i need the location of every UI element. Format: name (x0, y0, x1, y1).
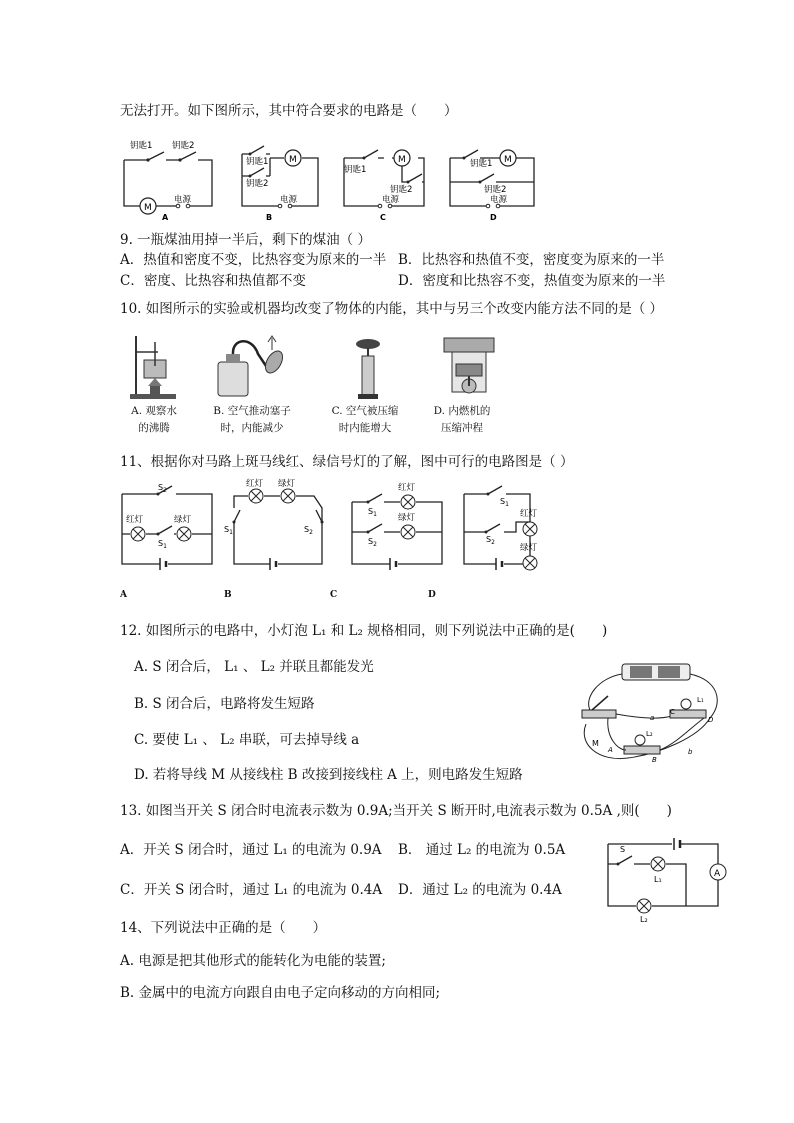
svg-text:钥匙1: 钥匙1 (470, 159, 493, 169)
q8-stem-tail: 无法打开。如下图所示，其中符合要求的电路是（ ） (120, 103, 458, 119)
q11-circuit-d (458, 482, 558, 572)
q14-option-a: A. 电源是把其他形式的能转化为电能的装置; (120, 953, 386, 969)
svg-text:红灯: 红灯 (398, 483, 416, 493)
svg-text:C: C (380, 213, 386, 222)
q10-caption-a: A. 观察水 的沸腾 (131, 405, 177, 434)
q10-caption-d: D. 内燃机的 压缩冲程 (433, 405, 491, 434)
svg-text:绿灯: 绿灯 (520, 543, 538, 553)
q8-circuit-d (444, 132, 544, 222)
svg-text:S1: $S_1$ (224, 525, 233, 536)
q11-label-c: C (330, 590, 338, 600)
q9-option-a: A．热值和密度不变，比热容变为原来的一半 (120, 252, 387, 268)
q10-image-air-pushes-cork (212, 332, 290, 400)
q11-stem: 11、根据你对马路上斑马线红、绿信号灯的了解，图中可行的电路图是（ ） (120, 454, 574, 470)
svg-text:红灯: 红灯 (126, 515, 144, 525)
motor-symbol: M (144, 203, 152, 213)
svg-text:S1: $S_1$ (500, 497, 509, 508)
svg-text:S2: $S_2$ (158, 483, 167, 494)
svg-text:钥匙2: 钥匙2 (484, 185, 507, 195)
svg-text:S: S (620, 845, 626, 854)
svg-text:a: a (650, 714, 655, 722)
svg-text:钥匙1: 钥匙1 (344, 165, 367, 175)
svg-text:L₂: L₂ (646, 730, 653, 738)
svg-text:L₁: L₁ (654, 875, 662, 884)
q8-circuit-a (118, 132, 218, 222)
q11-label-a: A (120, 590, 127, 600)
q10-image-engine-compression (438, 334, 500, 400)
svg-text:电源: 电源 (174, 195, 192, 205)
q9-option-b: B．比热容和热值不变，密度变为原来的一半 (398, 252, 665, 268)
q8-circuit-c (338, 132, 438, 222)
q9-option-d: D．密度和比热容不变，热值变为原来的一半 (398, 273, 666, 289)
svg-text:电源: 电源 (490, 195, 508, 205)
q13-option-a: A．开关 S 闭合时，通过 L₁ 的电流为 0.9A (120, 842, 382, 858)
svg-text:钥匙1: 钥匙1 (130, 141, 153, 151)
q12-option-b: B. S 闭合后，电路将发生短路 (134, 696, 315, 712)
svg-text:S2: $S_2$ (486, 535, 495, 546)
q12-option-c: C. 要使 L₁ 、 L₂ 串联，可去掉导线 a (134, 732, 360, 748)
q11-circuit-a (118, 482, 218, 572)
svg-text:钥匙1: 钥匙1 (246, 157, 269, 167)
svg-text:A: A (608, 746, 613, 754)
svg-text:绿灯: 绿灯 (278, 479, 296, 489)
q12-stem: 12. 如图所示的电路中，小灯泡 L₁ 和 L₂ 规格相同，则下列说法中正确的是( ) (120, 623, 608, 639)
q14-stem: 14、下列说法中正确的是（ ） (120, 920, 327, 936)
svg-text:b: b (688, 748, 693, 756)
q9-option-c: C．密度、比热容和热值都不变 (120, 273, 306, 289)
svg-text:红灯: 红灯 (520, 509, 538, 519)
svg-text:B: B (652, 756, 657, 764)
svg-text:B: B (266, 213, 273, 222)
q10-caption-b: B. 空气推动塞子 时，内能减少 (213, 405, 291, 434)
svg-text:S1: $S_1$ (158, 539, 167, 550)
svg-text:S2: $S_2$ (368, 537, 377, 548)
q9-stem: 9. 一瓶煤油用掉一半后，剩下的煤油（ ） (120, 232, 371, 248)
svg-text:绿灯: 绿灯 (174, 515, 192, 525)
q10-caption-c: C. 空气被压缩 时内能增大 (331, 405, 399, 434)
q10-stem: 10. 如图所示的实验或机器均改变了物体的内能，其中与另三个改变内能方法不同的是（ ） (120, 301, 664, 317)
q13-option-b: B． 通过 L₂ 的电流为 0.5A (398, 842, 566, 858)
svg-text:钥匙2: 钥匙2 (390, 185, 413, 195)
svg-text:M: M (504, 155, 512, 165)
svg-text:钥匙2: 钥匙2 (172, 141, 195, 151)
svg-text:S2: $S_2$ (304, 525, 313, 536)
q11-circuit-c (348, 482, 448, 572)
q13-option-c: C．开关 S 闭合时，通过 L₁ 的电流为 0.4A (120, 882, 383, 898)
svg-text:A: A (162, 213, 169, 222)
q12-option-a: A. S 闭合后， L₁ 、 L₂ 并联且都能发光 (134, 659, 374, 675)
q10-image-boiling-water (128, 332, 180, 400)
svg-text:红灯: 红灯 (246, 479, 264, 489)
svg-text:钥匙2: 钥匙2 (246, 179, 269, 189)
svg-text:L₁: L₁ (697, 696, 704, 704)
q14-option-b: B. 金属中的电流方向跟自由电子定向移动的方向相同; (120, 985, 441, 1001)
svg-text:D: D (490, 213, 497, 222)
svg-text:M: M (289, 155, 297, 165)
svg-text:电源: 电源 (382, 195, 400, 205)
q8-circuit-b (230, 132, 330, 222)
q11-circuit-b (224, 479, 330, 572)
q13-option-d: D．通过 L₂ 的电流为 0.4A (398, 882, 562, 898)
svg-text:C: C (670, 708, 675, 716)
svg-text:A: A (714, 869, 721, 879)
svg-text:S1: $S_1$ (368, 507, 377, 518)
q11-label-b: B (224, 590, 232, 600)
svg-text:L₂: L₂ (640, 915, 648, 924)
svg-text:电源: 电源 (280, 195, 298, 205)
q12-option-d: D. 若将导线 M 从接线柱 B 改接到接线柱 A 上，则电路发生短路 (134, 767, 523, 783)
q12-physical-circuit (578, 658, 726, 768)
svg-text:M: M (592, 739, 599, 748)
svg-text:D: D (708, 716, 714, 724)
q10-image-air-compressed (348, 338, 388, 402)
q11-label-d: D (428, 590, 436, 600)
q13-circuit (604, 832, 736, 922)
svg-text:绿灯: 绿灯 (398, 513, 416, 523)
svg-text:M: M (398, 155, 406, 165)
q13-stem: 13. 如图当开关 S 闭合时电流表示数为 0.9A;当开关 S 断开时,电流表示数为 0.5A ,则( ) (120, 803, 672, 819)
